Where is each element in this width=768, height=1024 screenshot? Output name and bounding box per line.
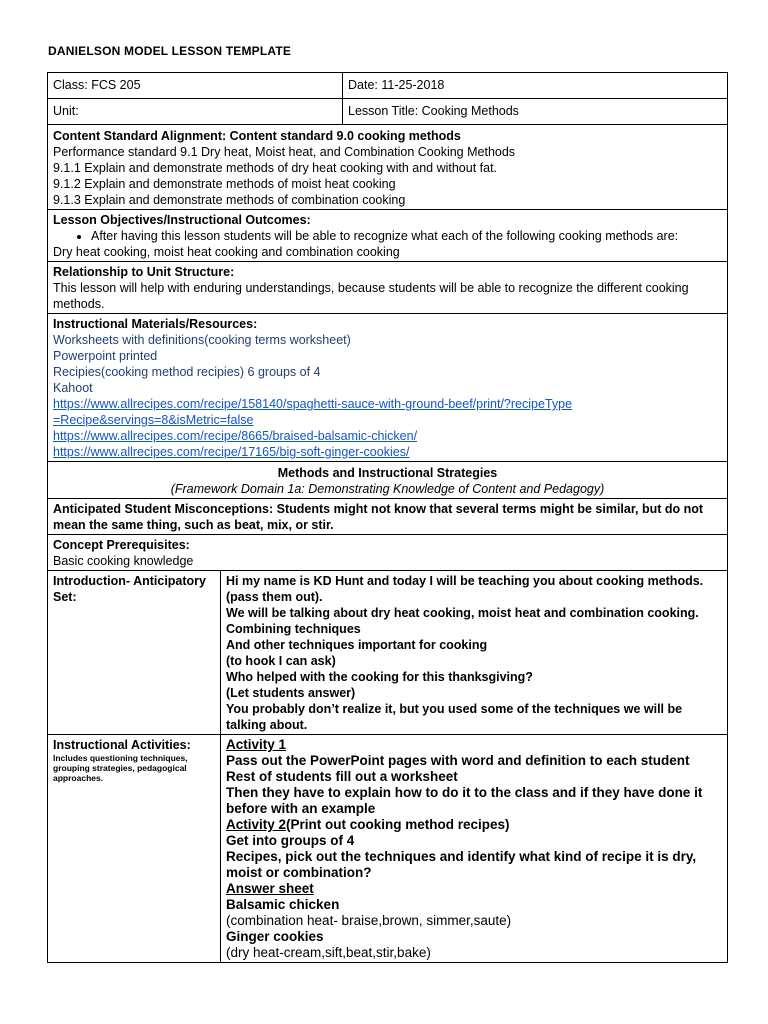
activities-label-cell <box>48 735 221 963</box>
content-standard-line-1: Content Standard Alignment: Content standard 9.0 cooking methods <box>53 129 461 143</box>
objectives-heading: Lesson Objectives/Instructional Outcomes: <box>53 213 311 227</box>
misconceptions-row <box>48 499 728 535</box>
unit-text: Unit: <box>53 104 79 118</box>
activity-1-heading: Activity 1 <box>226 737 287 752</box>
activity-2-note: (Print out cooking method recipes) <box>286 817 510 832</box>
methods-heading: Methods and Instructional Strategies <box>277 466 498 480</box>
content-standard-line-2: Performance standard 9.1 Dry heat, Moist heat, and Combination Cooking Methods <box>53 145 516 159</box>
methods-row <box>48 462 728 499</box>
unit-cell <box>48 99 343 125</box>
activity-1-line: Rest of students fill out a worksheet <box>226 769 458 784</box>
introduction-label: Introduction- Anticipatory Set: <box>48 571 221 735</box>
intro-line: You probably don’t realize it, but you used some of the techniques we will be talking about. <box>226 702 683 732</box>
methods-cell <box>48 462 728 499</box>
activities-note: Includes questioning techniques, grouping strategies, pedagogical approaches. <box>53 753 188 783</box>
activity-1-line: Pass out the PowerPoint pages with word and definition to each student <box>226 753 690 768</box>
activity-2-label: Activity 2 <box>226 817 287 832</box>
objectives-row <box>48 210 728 262</box>
material-item: Powerpoint printed <box>53 349 158 363</box>
relationship-text: This lesson will help with enduring understandings, because students will be able to recognize the different cooking methods. <box>53 281 689 311</box>
activities-row <box>48 735 728 963</box>
objectives-list <box>53 228 722 244</box>
intro-line: Hi my name is KD Hunt and today I will be teaching you about cooking methods. <box>226 574 704 588</box>
content-standard-line-4: 9.1.2 Explain and demonstrate methods of moist heat cooking <box>53 177 396 191</box>
intro-line: We will be talking about dry heat cooking, moist heat and combination cooking. <box>226 606 699 620</box>
methods-subheading: (Framework Domain 1a: Demonstrating Knowledge of Content and Pedagogy) <box>170 482 605 496</box>
material-item: Worksheets with definitions(cooking terms worksheet) <box>53 333 351 347</box>
intro-line: (Let students answer) <box>226 686 356 700</box>
activity-1-line: Then they have to explain how to do it to the class and if they have done it before with an example <box>226 785 703 816</box>
material-item: Recipies(cooking method recipies) 6 groups of 4 <box>53 365 321 379</box>
answer-sheet-heading: Answer sheet <box>226 881 314 896</box>
misconceptions-cell <box>48 499 728 535</box>
intro-line: And other techniques important for cooking <box>226 638 488 652</box>
content-standard-cell <box>48 125 728 210</box>
activity-2-line: Get into groups of 4 <box>226 833 355 848</box>
intro-line: (to hook I can ask) <box>226 654 336 668</box>
answer-2-title: Ginger cookies <box>226 929 324 944</box>
intro-line: (pass them out). <box>226 590 323 604</box>
introduction-row <box>48 571 728 735</box>
introduction-content <box>221 571 728 735</box>
objectives-cell <box>48 210 728 262</box>
prerequisites-text: Basic cooking knowledge <box>53 554 194 568</box>
class-cell <box>48 73 343 99</box>
class-text: Class: FCS 205 <box>53 78 141 92</box>
activity-2-line: Recipes, pick out the techniques and identify what kind of recipe it is dry, moist or combination? <box>226 849 697 880</box>
content-standard-row <box>48 125 728 210</box>
relationship-row <box>48 262 728 314</box>
relationship-heading: Relationship to Unit Structure: <box>53 265 235 279</box>
content-standard-line-3: 9.1.1 Explain and demonstrate methods of dry heat cooking with and without fat. <box>53 161 498 175</box>
lesson-title-text: Lesson Title: Cooking Methods <box>348 104 519 118</box>
objectives-line: Dry heat cooking, moist heat cooking and combination cooking <box>53 245 400 259</box>
materials-cell <box>48 314 728 462</box>
answer-1-detail: (combination heat- braise,brown, simmer,saute) <box>226 913 512 928</box>
recipe-link-spaghetti[interactable]: https://www.allrecipes.com/recipe/158140/spaghetti-sauce-with-ground-beef/print/?recipeType=Recipe&servings=8&isMetric=false <box>53 397 573 427</box>
materials-row <box>48 314 728 462</box>
recipe-link-chicken[interactable]: https://www.allrecipes.com/recipe/8665/braised-balsamic-chicken/ <box>53 429 418 443</box>
date-cell <box>343 73 728 99</box>
header-row-2 <box>48 99 728 125</box>
answer-1-title: Balsamic chicken <box>226 897 340 912</box>
lesson-plan-table <box>47 72 728 963</box>
prerequisites-cell <box>48 535 728 571</box>
activities-content <box>221 735 728 963</box>
material-item: Kahoot <box>53 381 93 395</box>
prerequisites-row <box>48 535 728 571</box>
materials-heading: Instructional Materials/Resources: <box>53 317 258 331</box>
date-text: Date: 11-25-2018 <box>348 78 445 92</box>
misconceptions-text: Anticipated Student Misconceptions: Students might not know that several terms might be similar, but do not mean the same thing, such as beat, mix, or stir. <box>53 502 704 532</box>
header-row-1 <box>48 73 728 99</box>
prerequisites-heading: Concept Prerequisites: <box>53 538 190 552</box>
answer-2-detail: (dry heat-cream,sift,beat,stir,bake) <box>226 945 431 960</box>
activities-label: Instructional Activities: <box>53 738 191 752</box>
intro-line: Combining techniques <box>226 622 361 636</box>
lesson-title-cell <box>343 99 728 125</box>
intro-line: Who helped with the cooking for this thanksgiving? <box>226 670 533 684</box>
document-title: DANIELSON MODEL LESSON TEMPLATE <box>48 44 292 58</box>
recipe-link-cookies[interactable]: https://www.allrecipes.com/recipe/17165/big-soft-ginger-cookies/ <box>53 445 410 459</box>
objectives-bullet: • After having this lesson students will be able to recognize what each of the following cooking methods are: <box>91 228 722 244</box>
content-standard-line-5: 9.1.3 Explain and demonstrate methods of combination cooking <box>53 193 406 207</box>
relationship-cell <box>48 262 728 314</box>
activity-2-heading <box>226 817 722 833</box>
